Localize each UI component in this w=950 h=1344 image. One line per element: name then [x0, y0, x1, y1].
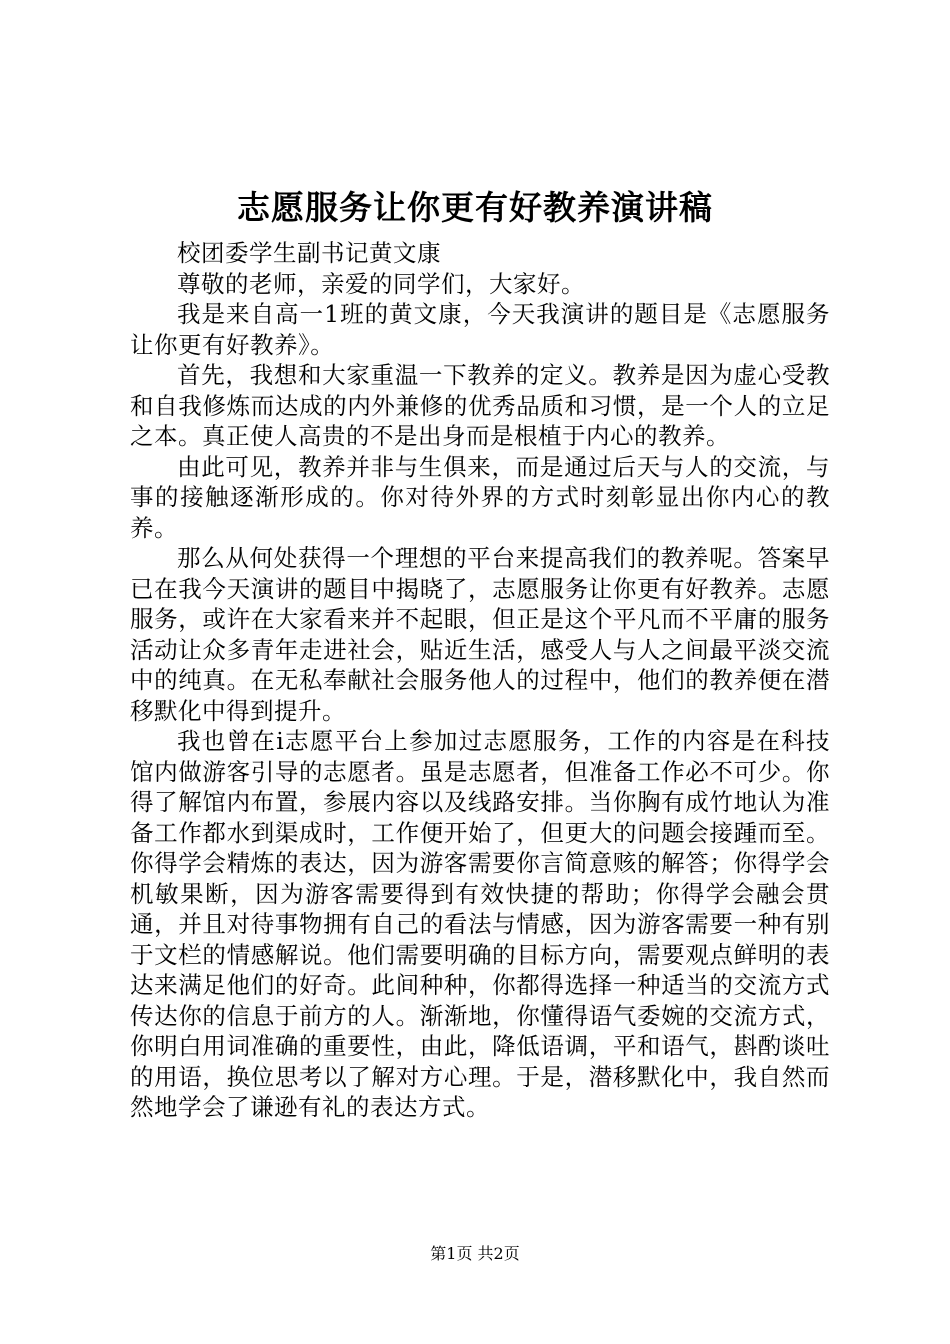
body-paragraph: 那么从何处获得一个理想的平台来提高我们的教养呢。答案早已在我今天演讲的题目中揭晓了，志愿服务让你更有好教养。志愿服务，或许在大家看来并不起眼，但正是这个平凡而不平庸的服务活动让众多青年走进社会，贴近生活，感受人与人之间最平淡交流中的纯真。在无私奉献社会服务他人的过程中，他们的教养便在潜移默化中得到提升。: [130, 544, 830, 725]
page-footer: 第1页 共2页: [430, 1244, 520, 1263]
document-body: [130, 238, 830, 1123]
body-paragraph: 首先，我想和大家重温一下教养的定义。教养是因为虚心受教和自我修炼而达成的内外兼修的优秀品质和习惯，是一个人的立足之本。真正使人高贵的不是出身而是根植于内心的教养。: [130, 361, 830, 450]
greeting-paragraph: 尊敬的老师，亲爱的同学们，大家好。: [177, 269, 585, 298]
author-line: 校团委学生副书记黄文康: [177, 239, 441, 267]
body-paragraph: 我是来自高一1班的黄文康，今天我演讲的题目是《志愿服务让你更有好教养》。: [130, 300, 830, 359]
body-paragraph: 由此可见，教养并非与生俱来，而是通过后天与人的交流，与事的接触逐渐形成的。你对待外界的方式时刻彰显出你内心的教养。: [130, 452, 830, 542]
body-paragraph: 我也曾在i志愿平台上参加过志愿服务，工作的内容是在科技馆内做游客引导的志愿者。虽是志愿者，但准备工作必不可少。你得了解馆内布置，参展内容以及线路安排。当你胸有成竹地认为准备工作都水到渠成时，工作便开始了，但更大的问题会接踵而至。你得学会精炼的表达，因为游客需要你言简意赅的解答；你得学会机敏果断，因为游客需要得到有效快捷的帮助；你得学会融会贯通，并且对待事物拥有自己的看法与情感，因为游客需要一种有别于文栏的情感解说。他们需要明确的目标方向，需要观点鲜明的表达来满足他们的好奇。此间种种，你都得选择一种适当的交流方式传达你的信息于前方的人。渐渐地，你懂得语气委婉的交流方式，你明白用词准确的重要性，由此，降低语调，平和语气，斟酌谈吐的用语，换位思考以了解对方心理。于是，潜移默化中，我自然而然地学会了谦逊有礼的表达方式。: [130, 727, 830, 1121]
document-title: 志愿服务让你更有好教养演讲稿: [237, 188, 713, 227]
